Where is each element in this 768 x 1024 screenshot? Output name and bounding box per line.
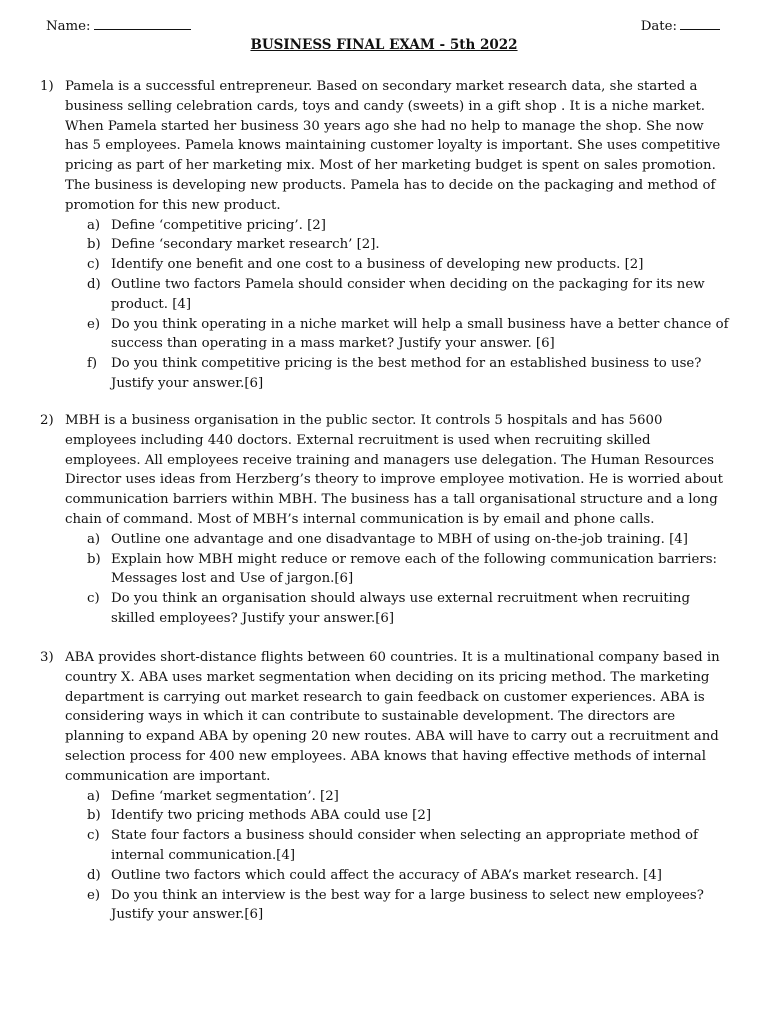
sub-question-text: Define ‘market segmentation’. [2]	[111, 788, 339, 804]
question-number: 3)	[40, 650, 54, 665]
sub-question-letter: b)	[87, 808, 101, 824]
exam-title: BUSINESS FINAL EXAM - 5th 2022	[250, 37, 518, 53]
sub-question-text: Do you think operating in a niche market will help a small business have a better chance of success than operating in a mass market? Justify your answer. [6]	[111, 316, 729, 352]
sub-question-text: Outline two factors Pamela should consider when deciding on the packaging for its new product. [4]	[111, 276, 705, 312]
sub-question-list	[65, 216, 730, 394]
sub-question-letter: e)	[87, 316, 101, 332]
sub-question-text: Define ‘secondary market research’ [2].	[111, 237, 380, 253]
question-number: 1)	[40, 79, 54, 94]
sub-question-text: Do you think an interview is the best way for a large business to select new employees? Justify your answer.[6]	[111, 887, 704, 923]
sub-question-letter: d)	[87, 867, 101, 883]
sub-question-letter: b)	[87, 237, 101, 253]
sub-question-text: Explain how MBH might reduce or remove each of the following communication barriers: Messages lost and Use of jargon.[6]	[111, 551, 718, 587]
sub-question-letter: e)	[87, 887, 101, 903]
sub-question	[65, 275, 730, 315]
sub-question-text: Outline one advantage and one disadvantage to MBH of using on-the-job training. [4]	[111, 531, 688, 547]
question-text: ABA provides short-distance flights between 60 countries. It is a multinational company based in country X. ABA uses market segmentation when deciding on its pricing method. The marketing department is carrying out market research to gain feedback on customer experiences. ABA is considering ways in which it can contribute to sustainable development. The directors are planning to expand ABA by opening 20 new routes. ABA will have to carry out a recruitment and selection process for 400 new employees. ABA knows that having effective methods of internal communication are important.	[65, 650, 720, 784]
sub-question-letter: c)	[87, 591, 100, 607]
name-label: Name:	[46, 19, 91, 34]
date-label: Date:	[640, 19, 677, 34]
name-field[interactable]	[46, 16, 191, 37]
sub-question-text: State four factors a business should consider when selecting an appropriate method of internal communication.[4]	[111, 828, 698, 863]
sub-question-letter: a)	[87, 788, 101, 804]
sub-question	[65, 235, 730, 255]
question-2	[40, 411, 730, 629]
sub-question	[65, 886, 730, 926]
sub-question	[65, 315, 730, 355]
sub-question	[65, 866, 730, 886]
sub-question	[65, 589, 730, 629]
sub-question-list	[65, 787, 730, 926]
sub-question	[65, 354, 730, 394]
question-number: 2)	[40, 413, 54, 428]
question-text: Pamela is a successful entrepreneur. Based on secondary market research data, she started a business selling celebration cards, toys and candy (sweets) in a gift shop . It is a niche market. When Pamela started her business 30 years ago she had no help to manage the shop. She now has 5 employees. Pamela knows maintaining customer loyalty is important. She uses competitive pricing as part of her marketing mix. Most of her marketing budget is spent on sales promotion. The business is developing new products. Pamela has to decide on the packaging and method of promotion for this new product.	[65, 79, 721, 213]
date-blank-line	[680, 16, 720, 30]
sub-question-text: Identify two pricing methods ABA could use [2]	[111, 808, 432, 824]
date-field[interactable]	[641, 16, 720, 37]
sub-question-letter: c)	[87, 828, 100, 844]
sub-question	[65, 550, 730, 590]
sub-question	[65, 216, 730, 236]
sub-question-text: Outline two factors which could affect the accuracy of ABA’s market research. [4]	[111, 867, 662, 883]
sub-question-letter: b)	[87, 551, 101, 567]
question-3	[40, 648, 730, 925]
sub-question-letter: a)	[87, 531, 101, 547]
sub-question-letter: a)	[87, 217, 101, 233]
sub-question	[65, 787, 730, 807]
question-text: MBH is a business organisation in the public sector. It controls 5 hospitals and has 5600 employees including 440 doctors. External recruitment is used when recruiting skilled employees. All employees receive training and managers use delegation. The Human Resources Director uses ideas from Herzberg’s theory to improve employee motivation. He is worried about communication barriers within MBH. The business has a tall organisational structure and a long chain of command. Most of MBH’s internal communication is by email and phone calls.	[65, 413, 724, 527]
sub-question-list	[65, 530, 730, 629]
sub-question	[65, 530, 730, 550]
sub-question-text: Do you think an organisation should always use external recruitment when recruiting skilled employees? Justify your answer.[6]	[111, 591, 690, 626]
sub-question-letter: c)	[87, 257, 100, 273]
sub-question	[65, 255, 730, 275]
name-blank-line	[94, 16, 191, 30]
sub-question	[65, 826, 730, 866]
exam-header	[46, 16, 720, 36]
sub-question	[65, 806, 730, 826]
sub-question-letter: d)	[87, 276, 101, 292]
sub-question-text: Identify one benefit and one cost to a business of developing new products. [2]	[111, 257, 644, 273]
sub-question-letter: f)	[87, 356, 98, 372]
sub-question-text: Define ‘competitive pricing’. [2]	[111, 217, 326, 233]
sub-question-text: Do you think competitive pricing is the best method for an established business to use? Justify your answer.[6]	[111, 356, 702, 391]
question-1	[40, 77, 730, 394]
